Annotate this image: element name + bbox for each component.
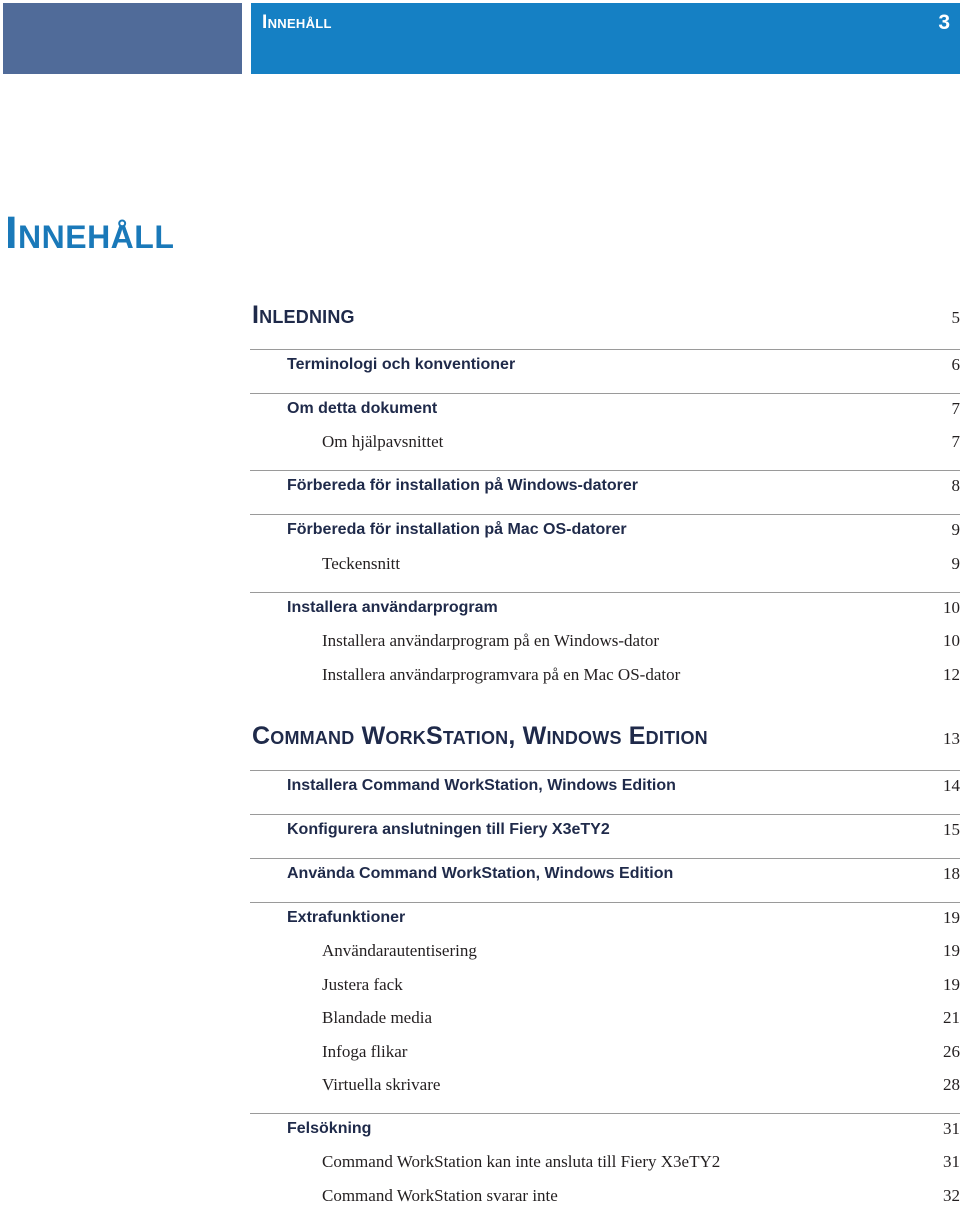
running-header-title: Innehåll xyxy=(262,12,332,33)
header-left-block xyxy=(3,3,242,74)
toc-entry-page: 9 xyxy=(951,520,960,539)
toc-entry-page: 13 xyxy=(943,729,960,748)
toc-entry-title: Installera Command WorkStation, Windows Edition xyxy=(287,777,676,794)
toc-entry-page: 31 xyxy=(943,1119,960,1138)
toc-entry-title: Teckensnitt xyxy=(322,554,401,573)
toc-entry-title: Justera fack xyxy=(322,975,403,994)
toc-entry-title: Command WorkStation svarar inte xyxy=(322,1186,558,1205)
toc-subsection[interactable] xyxy=(250,433,960,453)
toc-entry-title: Användarautentisering xyxy=(322,941,477,960)
running-header xyxy=(251,3,960,74)
toc-subsection[interactable] xyxy=(250,632,960,652)
toc-entry-page: 19 xyxy=(943,975,960,994)
toc-entry-page: 31 xyxy=(943,1152,960,1171)
toc-entry-title: Command WorkStation, Windows Edition xyxy=(252,722,708,750)
toc-chapter-inledning[interactable] xyxy=(250,302,960,328)
toc-entry-title: Om detta dokument xyxy=(287,400,438,417)
toc-entry-page: 5 xyxy=(951,308,960,327)
toc-subsection[interactable] xyxy=(250,976,960,996)
toc-entry-page: 26 xyxy=(943,1042,960,1061)
toc-entry-page: 19 xyxy=(943,908,960,927)
toc-entry-page: 18 xyxy=(943,864,960,883)
toc-section[interactable] xyxy=(250,1113,960,1144)
toc-entry-page: 14 xyxy=(943,776,960,795)
toc-subsection[interactable] xyxy=(250,1043,960,1063)
running-header-page-number: 3 xyxy=(938,11,950,34)
toc-entry-page: 10 xyxy=(943,598,960,617)
toc-entry-title: Infoga flikar xyxy=(322,1042,408,1061)
toc-section[interactable] xyxy=(250,349,960,388)
toc-entry-page: 7 xyxy=(951,399,960,418)
toc-entry-title: Konfigurera anslutningen till Fiery X3eTY2 xyxy=(287,821,610,838)
toc-entry-title: Förbereda för installation på Windows-datorer xyxy=(287,477,638,494)
toc-subsection[interactable] xyxy=(250,1076,960,1096)
toc-section[interactable] xyxy=(250,770,960,801)
toc-entry-page: 32 xyxy=(943,1186,960,1205)
toc-section[interactable] xyxy=(250,514,960,545)
toc-entry-page: 15 xyxy=(943,820,960,839)
toc-subsection[interactable] xyxy=(250,1153,960,1173)
toc-entry-title: Om hjälpavsnittet xyxy=(322,432,444,451)
toc-entry-title: Terminologi och konventioner xyxy=(287,356,516,373)
toc-subsection[interactable] xyxy=(250,1009,960,1029)
toc-subsection[interactable] xyxy=(250,555,960,575)
toc-entry-page: 12 xyxy=(943,665,960,684)
toc-entry-title: Virtuella skrivare xyxy=(322,1075,441,1094)
toc-entry-title: Installera användarprogramvara på en Mac OS-dator xyxy=(322,665,681,684)
toc-entry-title: Installera användarprogram xyxy=(287,599,498,616)
toc-entry-page: 19 xyxy=(943,941,960,960)
toc-entry-title: Command WorkStation kan inte ansluta till Fiery X3eTY2 xyxy=(322,1152,721,1171)
toc-entry-page: 9 xyxy=(951,554,960,573)
toc-entry-page: 10 xyxy=(943,631,960,650)
toc-entry-title: Extrafunktioner xyxy=(287,909,406,926)
toc-entry-page: 8 xyxy=(951,476,960,495)
toc-entry-page: 6 xyxy=(951,355,960,374)
toc-entry-page: 7 xyxy=(951,432,960,451)
toc-section[interactable] xyxy=(250,592,960,623)
toc-section[interactable] xyxy=(250,858,960,889)
toc-section[interactable] xyxy=(250,393,960,424)
toc-section[interactable] xyxy=(250,902,960,933)
toc-entry-title: Blandade media xyxy=(322,1008,432,1027)
toc-entry-page: 21 xyxy=(943,1008,960,1027)
toc-chapter-command-workstation[interactable] xyxy=(250,723,960,749)
toc-entry-title: Inledning xyxy=(252,301,355,329)
toc-subsection[interactable] xyxy=(250,942,960,962)
toc-entry-title: Installera användarprogram på en Windows-dator xyxy=(322,631,659,650)
toc-entry-title: Felsökning xyxy=(287,1120,372,1137)
toc-section[interactable] xyxy=(250,470,960,501)
toc-section[interactable] xyxy=(250,814,960,845)
toc-entry-title: Använda Command WorkStation, Windows Edition xyxy=(287,865,674,882)
toc-entry-page: 28 xyxy=(943,1075,960,1094)
toc-subsection[interactable] xyxy=(250,1187,960,1205)
toc-entry-title: Förbereda för installation på Mac OS-datorer xyxy=(287,521,627,538)
page-title: Innehåll xyxy=(5,207,175,258)
toc-subsection[interactable] xyxy=(250,666,960,686)
